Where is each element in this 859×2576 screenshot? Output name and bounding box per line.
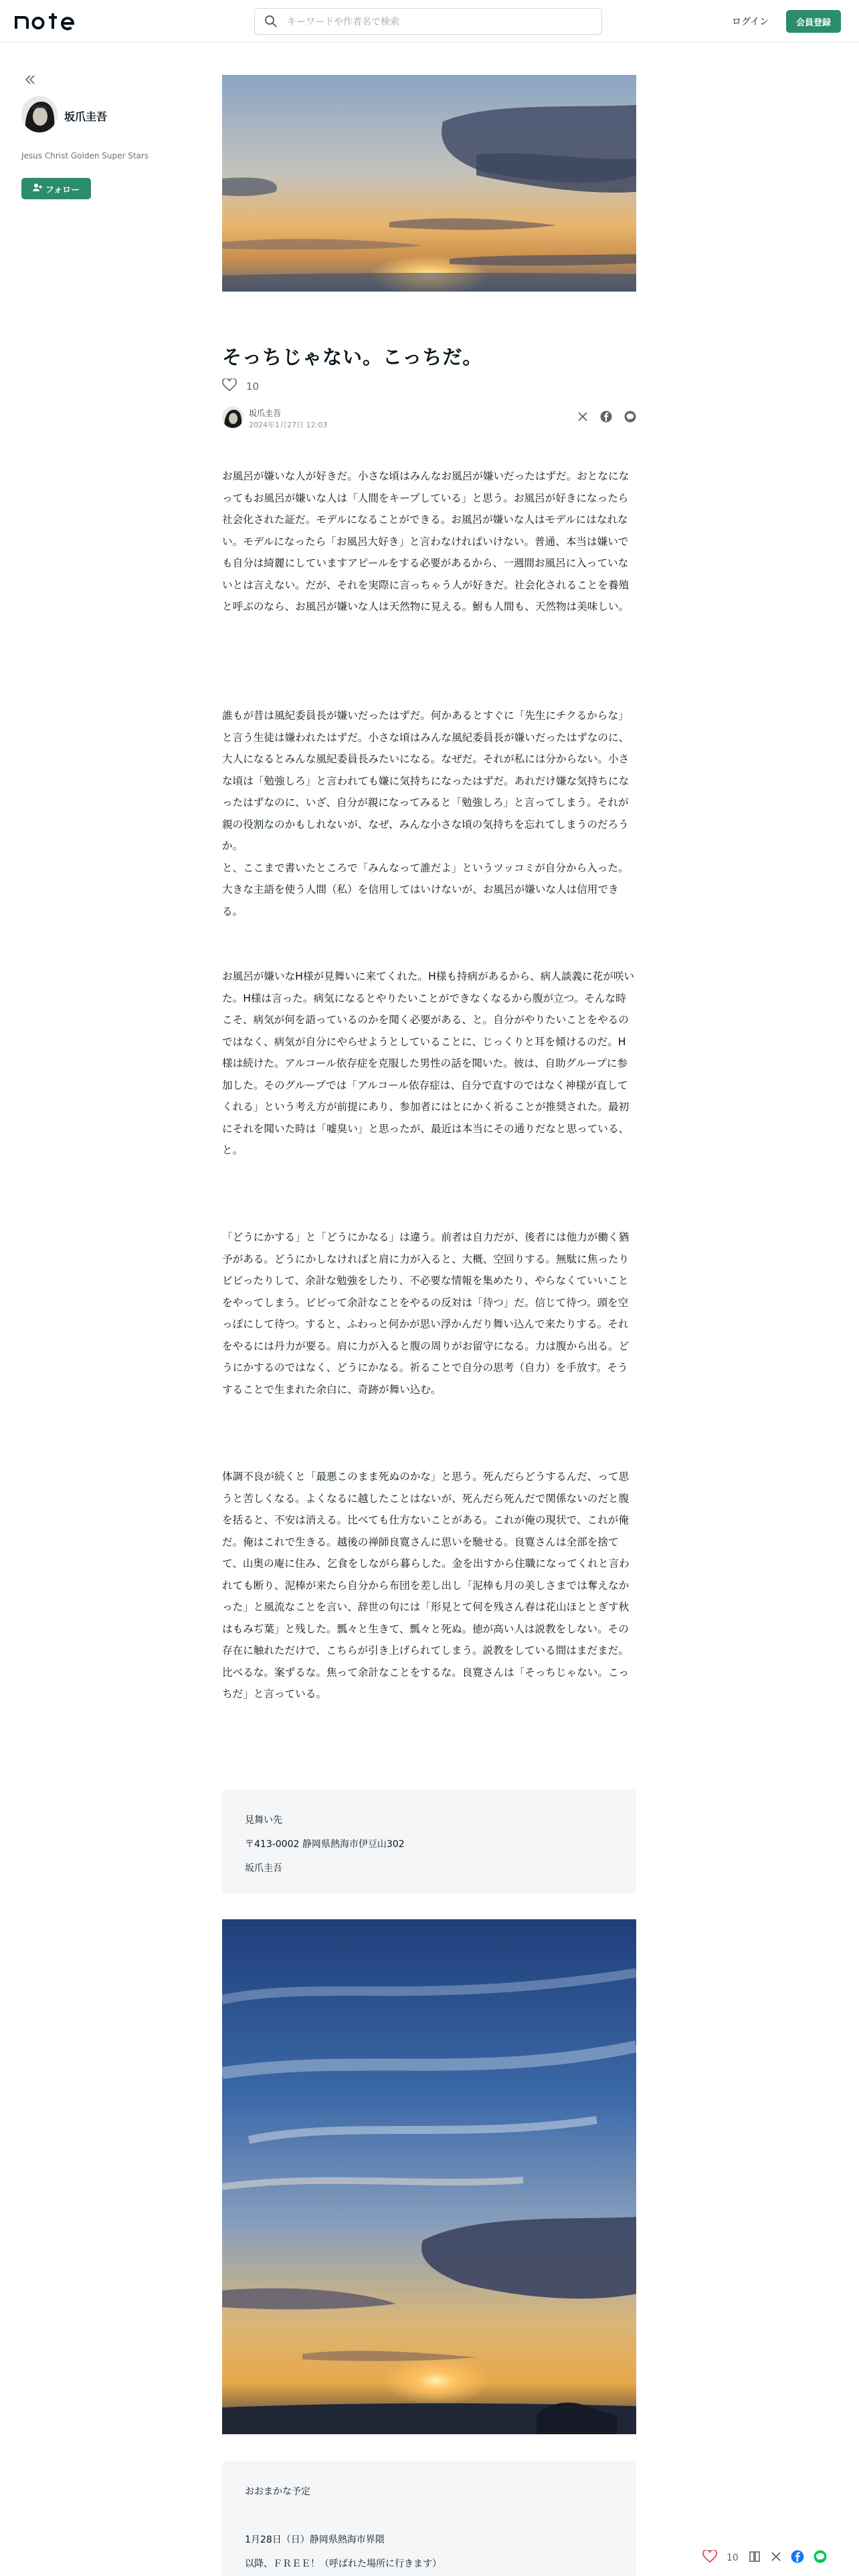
signup-button[interactable]: 会員登録 — [786, 10, 841, 33]
article-paragraph — [222, 1226, 636, 1400]
paragraph-text: お風呂が嫌いな人が好きだ。小さな頃はみんなお風呂が嫌いだったはずだ。おとなになってもお風呂が嫌いな人は「人間をキープしている」と思う。お風呂が好きになったら社会化された証だ。モデルになることができる。お風呂が嫌いな人はモデルにはなれない。モデルになったら「お風呂大好き」と言わなければいけない。普通、本当は嫌いでも自分は綺麗にしていますアピールをする必要があるから、一週間お風呂に入っていないとは言えない。だが、それを実際に言っちゃう人が好きだ。社会化されることを養殖と呼ぶのなら、お風呂が嫌いな人は天然物に見える。鮒も人間も、天然物は美味しい。 — [222, 470, 630, 613]
paragraph-text: と、ここまで書いたところで「みんなって誰だよ」というツッコミが自分から入った。大きな主語を使う人間（私）を信用してはいけないが、お風呂が嫌いな人は信用できる。 — [222, 861, 629, 918]
share-icons — [577, 411, 636, 425]
floating-like-count[interactable]: 10 — [727, 2553, 739, 2563]
paragraph-text: 誰もが昔は風紀委員長が嫌いだったはずだ。何かあるとすぐに「先生にチクるからな」と言う生徒は嫌われたはずだ。小さな頃はみんな風紀委員長が嫌いだったはずなのに、大人になるとみんな風紀委員長みたいになる。なぜだ。それが私には分からない。小さな頃は「勉強しろ」と言われても嫌に気持ちになったはずだ。あれだけ嫌な気持ちになったはずなのに、いざ、自分が親になってみると「勉強しろ」と言ってしまう。それが親の役割なのかもしれないが、なぜ、みんな小さな頃の気持ちを忘れてしまうのだろうか。 — [222, 710, 630, 852]
site-header — [0, 0, 859, 43]
schedule-box-note: 以降、ＦＲＥＥ！（呼ばれた場所に行きます） — [245, 2559, 442, 2569]
article-paragraph — [222, 705, 636, 922]
sky-photo — [222, 1919, 636, 2434]
paragraph-text: 体調不良が続くと「最悪このまま死ぬのかな」と思う。死んだらどうするんだ、って思うと苦しくなる。よくなるに越したことはないが、死んだら死んだで関係ないのだと腹を括ると、不安は消える。比べても仕方ないことがある。これが俺の現状で、これが俺だ。俺はこれで生きる。越後の禅師良寛さんに思いを馳せる。良寛さんは全部を捨てて、山奥の庵に住み、乞食をしながら暮らした。金を出すから住職になってくれと言われても断り、泥棒が来たら自分から布団を差し出し「泥棒も月の美しさまでは奪えなかった」と風流なことを言い、辞世の句には「形見とて何を残さん春は花山ほととぎす秋はもみぢ葉」と残した。瓢々と生きて、瓢々と死ぬ。徳が高い人は説教をしない。その存在に触れただけで、こちらが引き上げられてしまう。説教をしている間はまだまだ。比べるな。案ずるな。焦って余計なことをするな。良寛さんは「そっちじゃない。こっちだ」と言っている。 — [222, 1471, 630, 1700]
schedule-info-box — [222, 2461, 636, 2576]
sidebar-bio: Jesus Christ Golden Super Stars — [21, 151, 149, 160]
x-logo-icon[interactable] — [577, 411, 588, 425]
facebook-icon[interactable] — [600, 411, 612, 425]
paragraph-text: お風呂が嫌いなH様が見舞いに来てくれた。H様も持病があるから、病人談義に花が咲いた。H様は言った。病気になるとやりたいことができなくなるから腹が立つ。そんな時こそ、病気が何を語っているのかを聞く必要がある、と。自分がやりたいことをやるのではなく、病気が自分にやらせようとしていることに、じっくりと耳を傾けるのだ。H様は続けた。アルコール依存症を克服した男性の話を聞いた。彼は、自助グループに参加した。そのグループでは「アルコール依存症は、自分で直すのではなく神様が直してくれる」という考え方が前提にあり、参加者にはとにかく祈ることが推奨された。最初にそれを聞いた時は「嘘臭い」と思ったが、最近は本当にその通りだなと思っている、と。 — [222, 970, 635, 1156]
search-input[interactable] — [254, 8, 602, 35]
publish-date: 2024年1月27日 12:03 — [249, 421, 328, 429]
like-count[interactable]: 10 — [246, 381, 260, 393]
heart-icon[interactable] — [222, 379, 237, 395]
follow-button[interactable] — [21, 178, 91, 199]
login-link[interactable]: ログイン — [732, 17, 769, 27]
article-paragraph — [222, 1466, 636, 1705]
avatar[interactable] — [222, 407, 244, 428]
article-paragraph — [222, 465, 636, 618]
article-paragraph — [222, 966, 636, 1162]
sidebar-author-name[interactable]: 坂爪圭吾 — [64, 110, 108, 123]
visit-box-address: 〒413-0002 静岡県熱海市伊豆山302 — [245, 1839, 405, 1850]
double-chevron-left-icon[interactable] — [23, 72, 37, 87]
schedule-box-spacer — [245, 2504, 613, 2528]
author-name[interactable]: 坂爪圭吾 — [249, 409, 282, 418]
author-row — [222, 405, 636, 432]
avatar[interactable] — [21, 96, 58, 132]
x-logo-icon[interactable] — [771, 2551, 781, 2565]
article-title: そっちじゃない。こっちだ。 — [222, 346, 483, 368]
line-icon[interactable] — [814, 2550, 827, 2566]
facebook-icon[interactable] — [791, 2550, 804, 2566]
header-image-sunset-sky — [222, 75, 636, 292]
visit-info-box — [222, 1790, 636, 1894]
line-icon[interactable] — [624, 411, 636, 425]
search-placeholder: キーワードや作者名で検索 — [287, 17, 399, 27]
search-icon — [264, 15, 278, 28]
schedule-box-heading: おおまかな予定 — [245, 2486, 310, 2497]
floating-action-bar — [702, 2548, 827, 2568]
bookmark-icon[interactable] — [748, 2550, 761, 2566]
visit-box-heading: 見舞い先 — [245, 1815, 282, 1826]
note-logo[interactable] — [15, 9, 82, 33]
paragraph-text: 「どうにかする」と「どうにかなる」は違う。前者は自力だが、後者には他力が働く猶予がある。どうにかしなければと肩に力が入ると、大概、空回りする。無駄に焦ったりビビったりして、余計な勉強をしたり、不必要な情報を集めたり、やらなくていいことをやってしまう。ビビって余計なことをやるの反対は「待つ」だ。信じて待つ。頭を空っぽにして待つ。すると、ふわっと何かが思い浮かんだり舞い込んで来たりする。それをやるには丹力が要る。肩に力が入ると腹の周りがお留守になる。力は腹から出る。どうにかするのではなく、どうにかなる。祈ることで自分の思考（自力）を手放す。そうすることで生まれた余白に、奇跡が舞い込む。 — [222, 1231, 630, 1396]
schedule-box-date: 1月28日（日）静岡県熱海市界隈 — [245, 2535, 385, 2545]
like-row — [222, 379, 259, 395]
user-plus-icon — [33, 183, 42, 194]
visit-box-name: 坂爪圭吾 — [245, 1863, 282, 1874]
heart-icon[interactable] — [702, 2550, 717, 2566]
follow-label: フォロー — [45, 185, 80, 195]
